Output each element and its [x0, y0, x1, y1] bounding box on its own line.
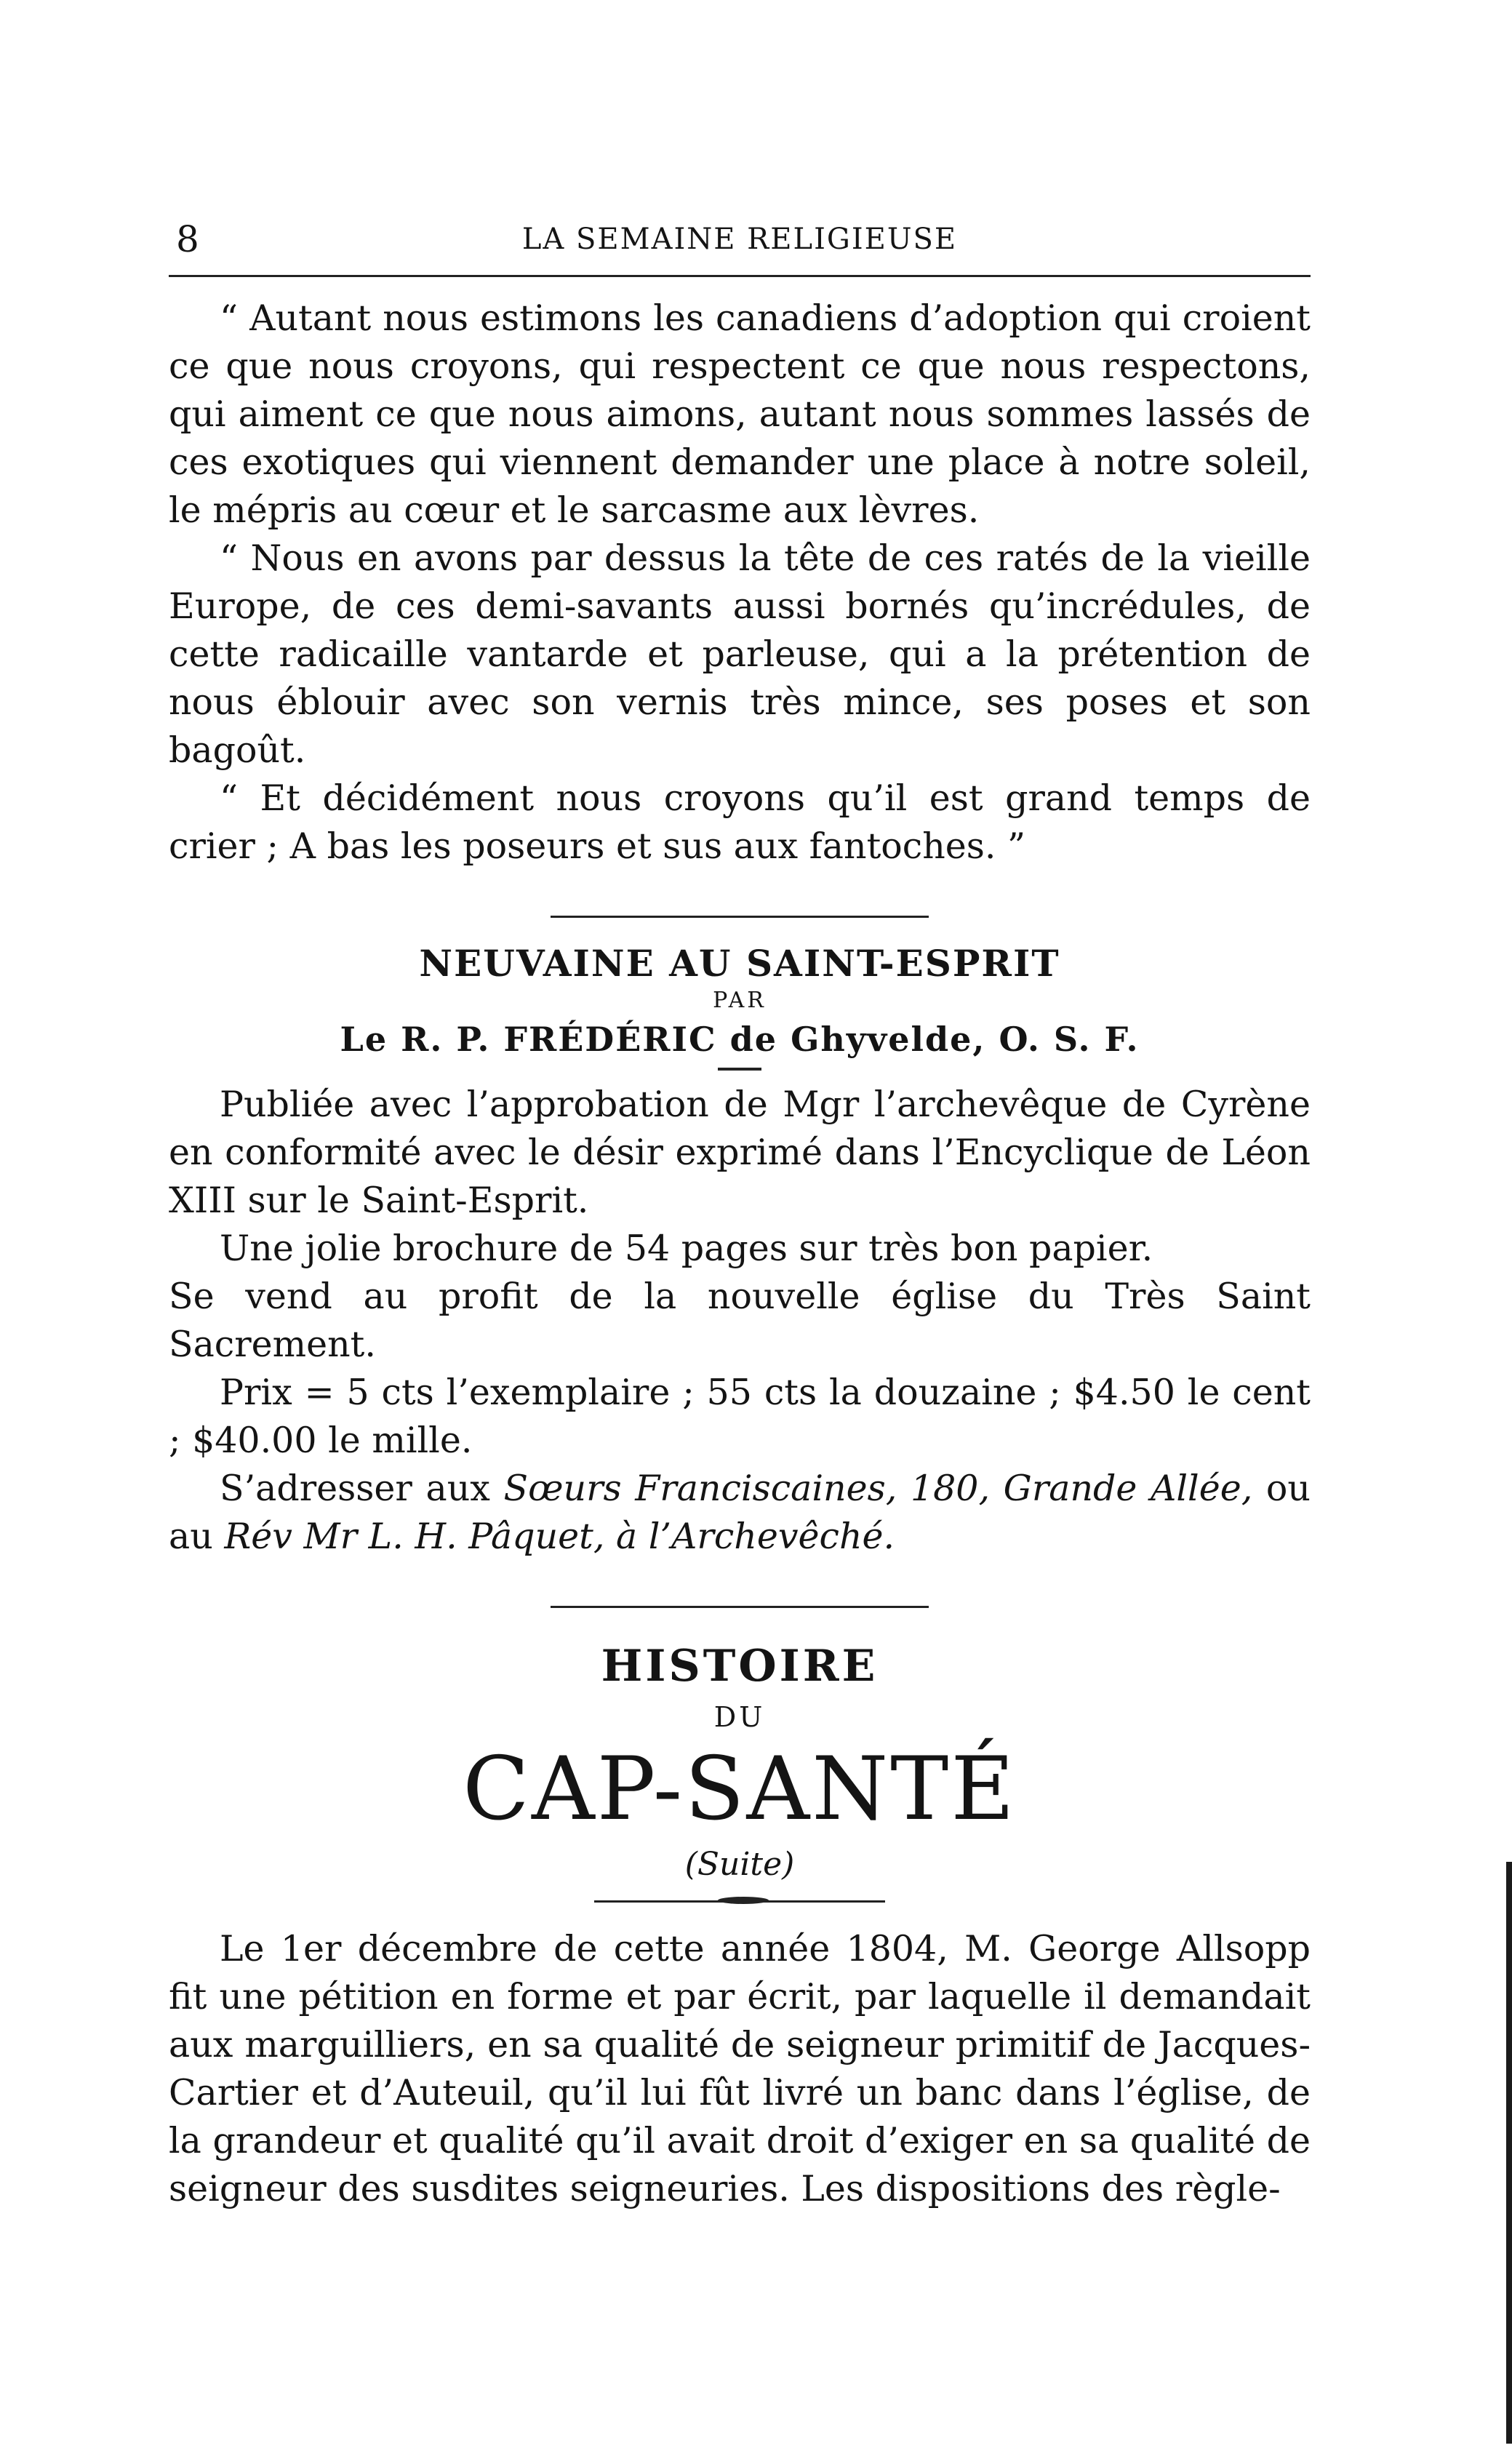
history-place: CAP-SANTÉ: [463, 1739, 1017, 1840]
header-rule: [169, 275, 1311, 277]
approval-text: Publiée avec l’approbation de Mgr l’archevêque de Cyrène en conformité avec le désir exprimé dans l’Encyclique de Léon XIII sur le Saint-Esprit.: [169, 1084, 1311, 1221]
journal-title: LA SEMAINE RELIGIEUSE: [521, 223, 958, 256]
section-divider: [551, 916, 929, 918]
histoire-section: [169, 1637, 1311, 2213]
ornament-divider: [594, 1896, 885, 1906]
quote-paragraph: “ Et décidément nous croyons qu’il est grand temps de crier ; A bas les poseurs et sus aux fantoches. ”: [169, 777, 1311, 867]
history-du: DU: [713, 1701, 766, 1733]
neuvaine-section: [169, 940, 1311, 1561]
price-text: Prix = 5 cts l’exemplaire ; 55 cts la douzaine ; $4.50 le cent ; $40.00 le mille.: [169, 1372, 1311, 1461]
address-start: S’adresser aux: [220, 1468, 504, 1509]
history-paragraph: Le 1er décembre de cette année 1804, M. George Allsopp fit une pétition en forme et par écrit, par laquelle il demandait aux marguilliers, en sa qualité de seigneur primitif de Jacques-Cartier et d’Auteuil, qu’il lui fût livré un banc dans l’église, de la grandeur et qualité qu’il avait droit d’exiger en sa qualité de seigneur des susdites seigneuries. Les dispositions des règle-: [169, 1928, 1311, 2209]
section-divider: [551, 1606, 929, 1608]
profit-text: Se vend au profit de la nouvelle église du Très Saint Sacrement.: [169, 1276, 1311, 1365]
quote-paragraph: “ Nous en avons par dessus la tête de ces ratés de la vieille Europe, de ces demi-savants aussi bornés qu’incrédules, de cette radicaille vantarde et parleuse, qui a la prétention de nous éblouir avec son vernis très mince, ses poses et son bagoût.: [169, 537, 1311, 771]
quote-paragraph: “ Autant nous estimons les canadiens d’adoption qui croient ce que nous croyons, qui respectent ce que nous respectons, qui aiment ce que nous aimons, autant nous sommes lassés de ces exotiques qui viennent demander une place à notre soleil, le mépris au cœur et le sarcasme aux lèvres.: [169, 297, 1311, 531]
page-number: 8: [176, 218, 199, 260]
page-edge-mark: [1506, 1862, 1512, 2444]
by-line: PAR: [713, 988, 767, 1013]
quote-block: [169, 295, 1311, 871]
author-line: Le R. P. FRÉDÉRIC de Ghyvelde, O. S. F.: [340, 1020, 1140, 1059]
history-title: HISTOIRE: [601, 1641, 879, 1692]
small-dash: [718, 1068, 761, 1071]
address-sisters: Sœurs Franciscaines, 180, Grande Allée,: [503, 1468, 1253, 1509]
ornament-knot: [718, 1897, 769, 1904]
page: [169, 218, 1311, 2213]
history-suite: (Suite): [684, 1846, 795, 1883]
brochure-text: Une jolie brochure de 54 pages sur très bon papier.: [220, 1228, 1153, 1269]
address-mid: ou au: [169, 1468, 1311, 1557]
running-head: [169, 218, 1311, 269]
address-text: [169, 1465, 1311, 1561]
address-archeveche: Rév Mr L. H. Pâquet, à l’Archevêché.: [224, 1516, 895, 1557]
section-title: NEUVAINE AU SAINT-ESPRIT: [419, 942, 1060, 985]
